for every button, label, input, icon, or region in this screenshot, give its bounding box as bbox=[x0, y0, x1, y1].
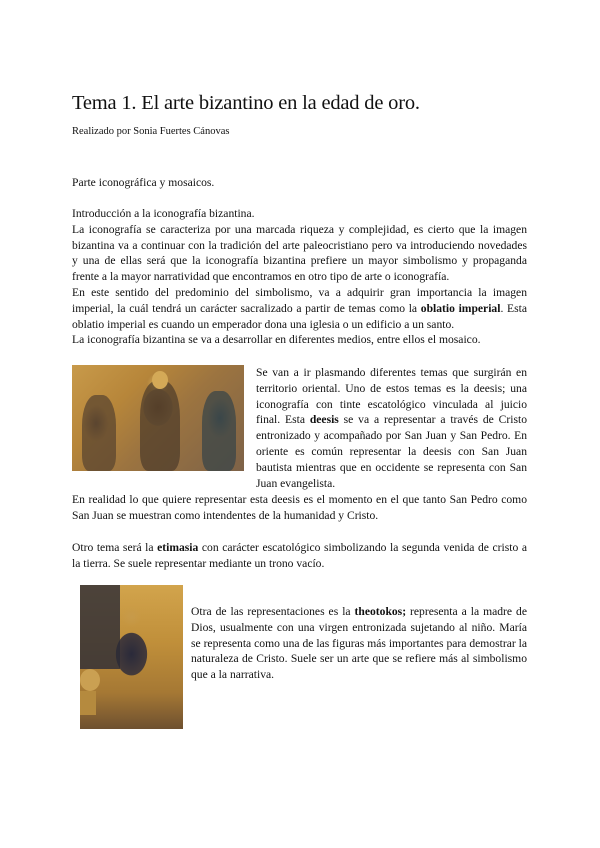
intro-paragraph-1: La iconografía se caracteriza por una marcada riqueza y complejidad, es cierto que la imagen bizantina va a continuar con la tradición del arte paleocristiano pero va introduciendo novedades y una de ellas será que la iconografía bizantina prefiere un mayor simbolismo y propaganda frente a la mayor narratividad que encontramos en otro tipo de arte o iconografía. bbox=[72, 222, 527, 284]
deesis-term: deesis bbox=[309, 413, 339, 427]
theotokos-mosaic-image bbox=[80, 585, 183, 729]
intro-paragraph-3: La iconografía bizantina se va a desarrollar en diferentes medios, entre ellos el mosaico. bbox=[72, 333, 481, 347]
deesis-meaning-paragraph: En realidad lo que quiere representar esta deesis es el momento en el que tanto San Pedro como San Juan se muestran como intendentes de la humanidad y Cristo. bbox=[72, 493, 527, 522]
section-heading: Parte iconográfica y mosaicos. bbox=[72, 176, 215, 189]
deesis-mosaic-image bbox=[72, 365, 244, 471]
document-title: Tema 1. El arte bizantino en la edad de oro. bbox=[72, 92, 420, 114]
author-line: Realizado por Sonia Fuertes Cánovas bbox=[72, 126, 230, 137]
theotokos-term: theotokos; bbox=[354, 605, 407, 618]
etimasia-term: etimasia bbox=[157, 541, 199, 554]
intro-heading: Introducción a la iconografía bizantina. bbox=[72, 207, 255, 220]
deesis-paragraph: Se van a ir plasmando diferentes temas que surgirán en territorio oriental. Uno de estos temas es la deesis; una iconografía con tinte escatológico vinculada al juicio final. Esta deesis se va a representar a través de Cristo entronizado y acompañado por San Juan y San Pedro. En oriente es común representar la deesis con San Juan bautista mientras que en occidente se representa con San Juan evangelista. bbox=[256, 366, 528, 490]
intro-section bbox=[72, 206, 527, 348]
intro-paragraph-2: En este sentido del predominio del simbolismo, va a adquirir gran importancia la imagen imperial, la cuál tendrá un carácter sacralizado a partir de temas como la oblatio imperial. Esta oblatio imperial es cuando un emperador dona una iglesia o un edificio a un santo. bbox=[72, 285, 527, 331]
etimasia-paragraph: Otro tema será la etimasia con carácter escatológico simbolizando la segunda venida de cristo a la tierra. Se suele representar mediante un trono vacío. bbox=[72, 541, 527, 570]
oblatio-imperial-term: oblatio imperial bbox=[420, 301, 501, 315]
theotokos-paragraph: Otra de las representaciones es la theotokos; representa a la madre de Dios, usualmente con una virgen entronizada sujetando al niño. María se representa como una de las figuras más importantes para demostrar la naturaleza de Cristo. Suele ser un arte que se refiere más al simbolismo que a la narrativa. bbox=[191, 605, 527, 682]
